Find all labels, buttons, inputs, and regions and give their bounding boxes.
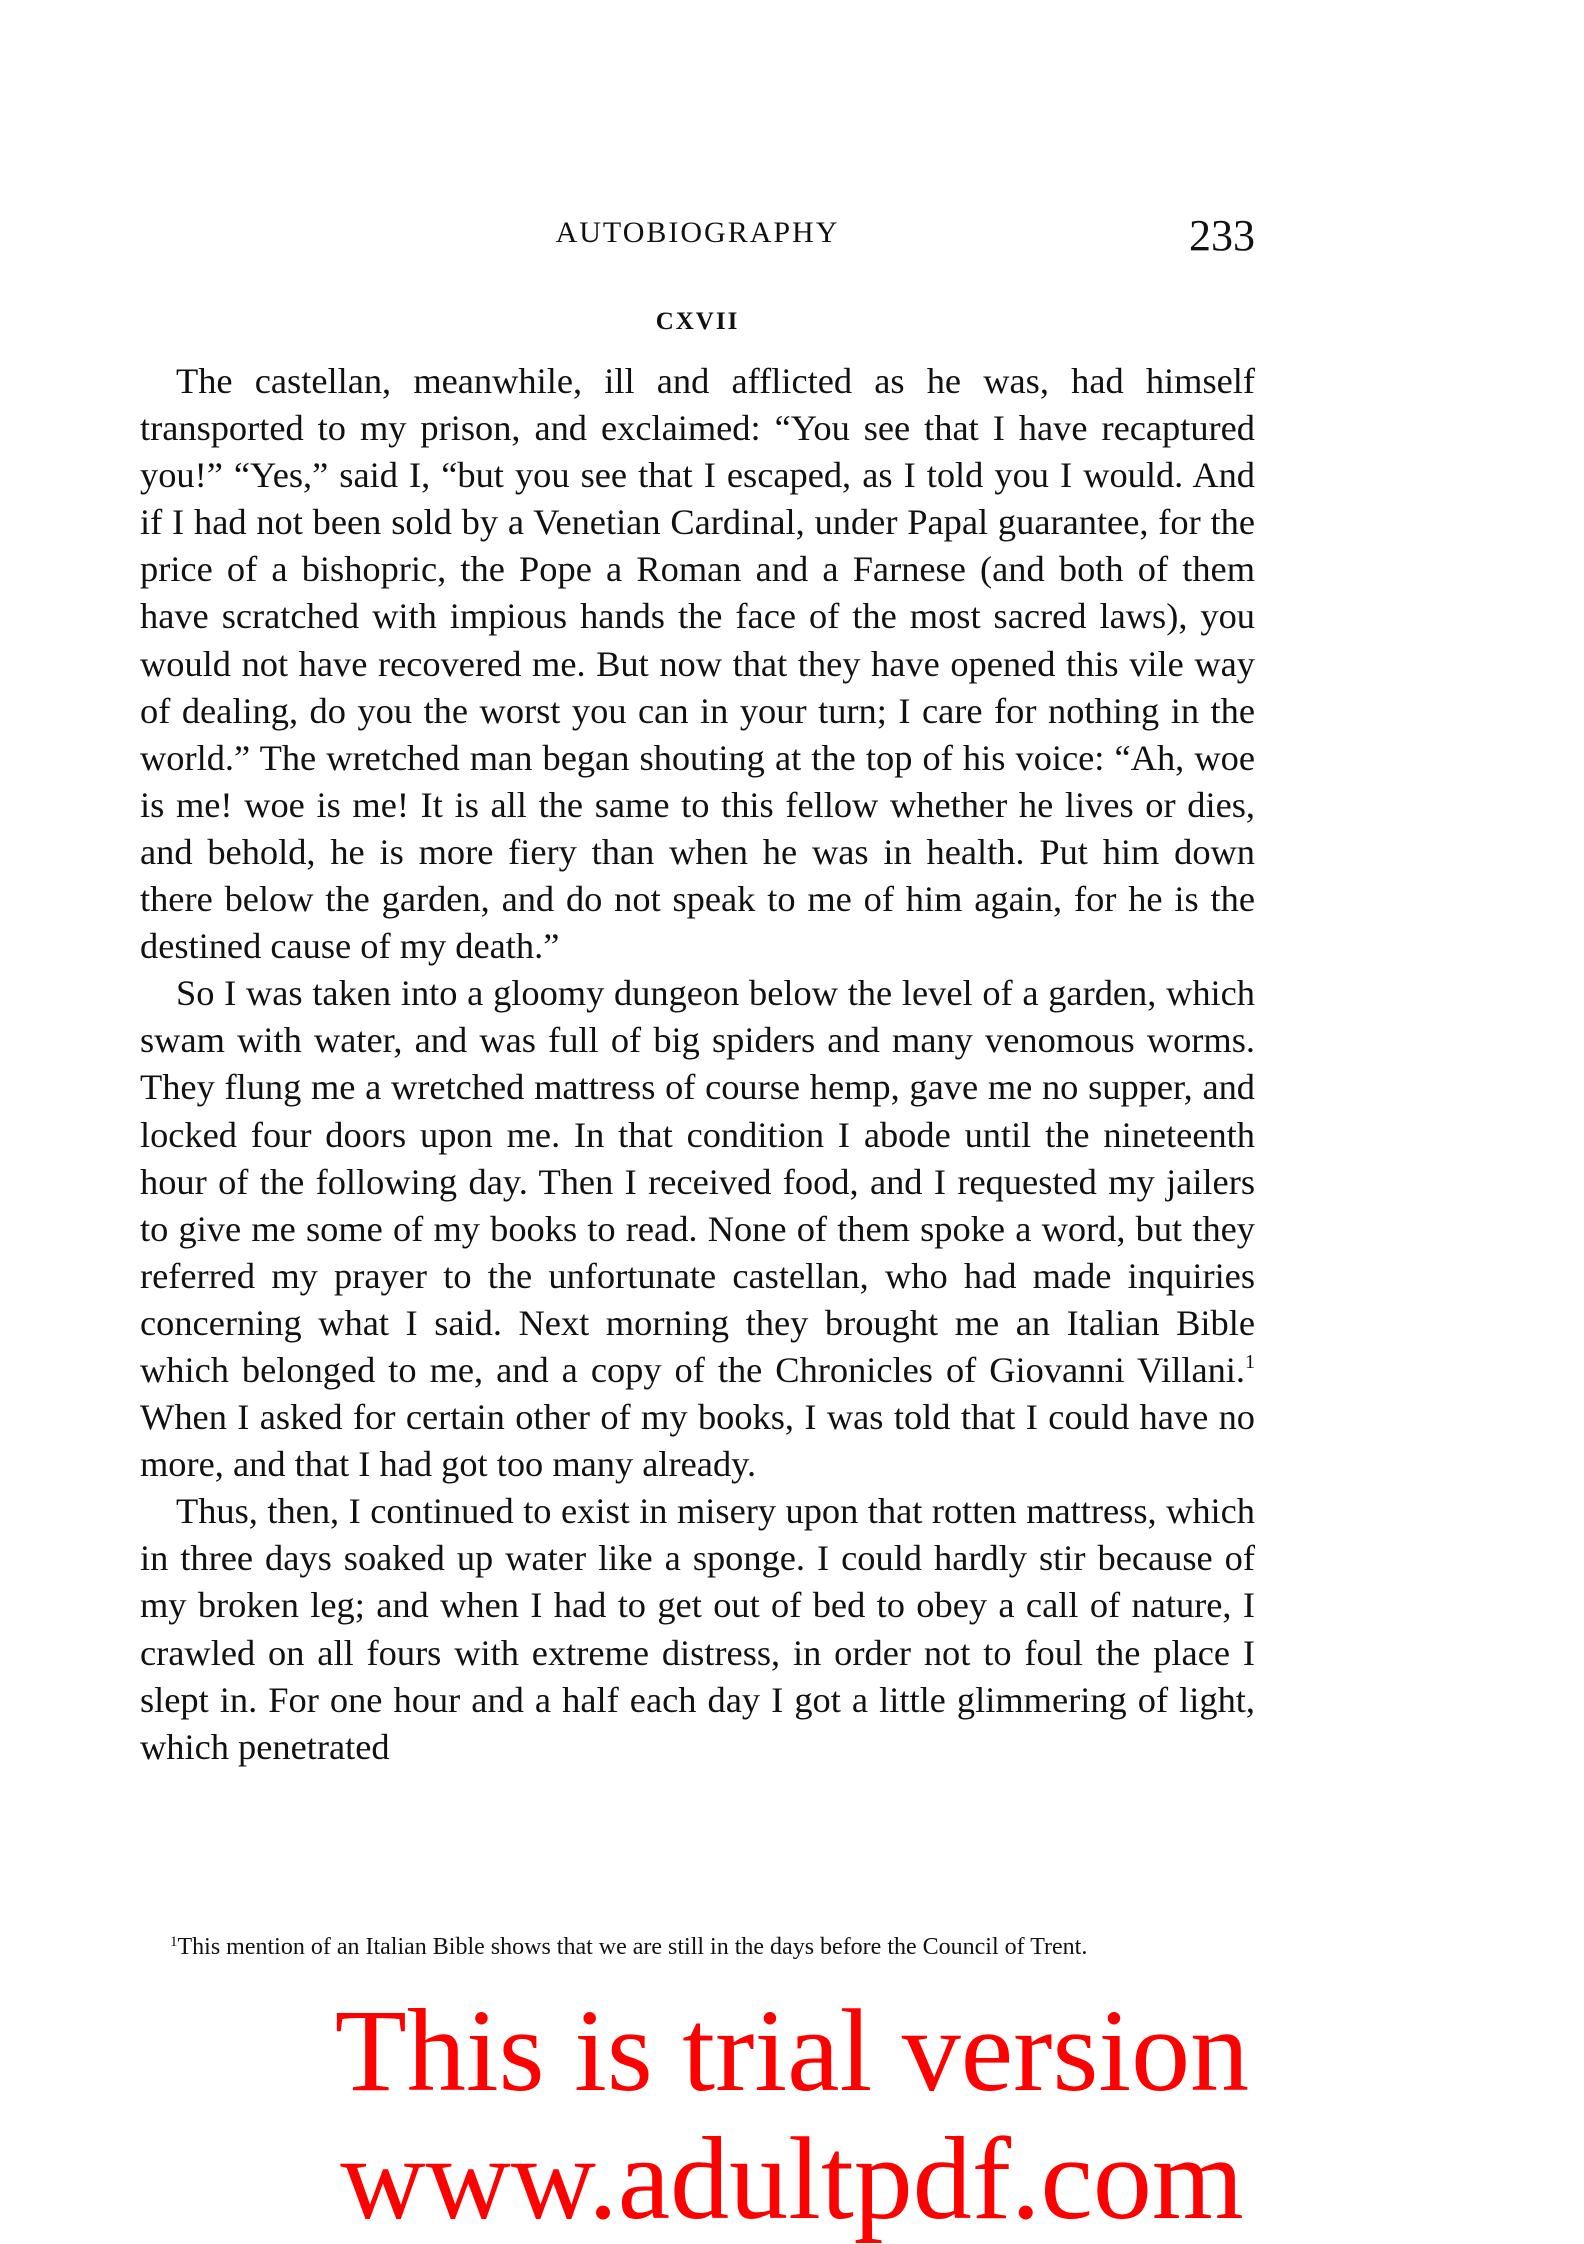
paragraph-2-text: So I was taken into a gloomy dungeon below the level of a garden, which swam with water, and was full of big spiders and many venomous worms. They flung me a wretched mattress of course hemp, gave me no supper, and locked four doors upon me. In that condition I abode until the nineteenth hour of the following day. Then I received food, and I requested my jailers to give me some of my books to read. None of them spoke a word, but they referred my prayer to the unfortunate castellan, who had made inquiries concerning what I said. Next morning they brought me an Italian Bible which belonged to me, and a copy of the Chronicles of Giovanni Villani. [140,973,1255,1390]
footnote [140,1932,1255,1963]
paragraph-1 [140,358,1255,970]
paragraph-1-text: The castellan, meanwhile, ill and afflicted as he was, had himself transported to my prison, and exclaimed: “You see that I have recaptured you!” “Yes,” said I, “but you see that I escaped, as I told you I would. And if I had not been sold by a Venetian Cardinal, under Papal guarantee, for the price of a bishopric, the Pope a Roman and a Farnese (and both of them have scratched with impious hands the face of the most sacred laws), you would not have recovered me. But now that they have opened this vile way of dealing, do you the worst you can in your turn; I care for nothing in the world.” The wretched man began shouting at the top of his voice: “Ah, woe is me! woe is me! It is all the same to this fellow whether he lives or dies, and behold, he is more fiery than when he was in health. Put him down there below the garden, and do not speak to me of him again, for he is the destined cause of my death.” [140,361,1255,967]
chapter-number: CXVII [655,308,740,335]
running-head [140,210,1255,270]
footnote-reference[interactable]: 1 [1245,1350,1255,1373]
running-title: AUTOBIOGRAPHY [555,216,840,249]
paragraph-2 [140,970,1255,1488]
body-text [140,358,1255,1771]
paragraph-3 [140,1488,1255,1771]
watermark-line-1: This is trial version [334,1985,1250,2116]
paragraph-2-text-continued: When I asked for certain other of my books, I was told that I could have no more, and that I had got too many already. [140,1397,1255,1485]
footnote-marker: 1 [170,1934,178,1950]
page-number: 233 [1189,211,1255,260]
watermark-line-2: www.adultpdf.com [340,2113,1244,2244]
paragraph-3-text: Thus, then, I continued to exist in misery upon that rotten mattress, which in three days soaked up water like a sponge. I could hardly stir because of my broken leg; and when I had to get out of bed to obey a call of nature, I crawled on all fours with extreme distress, in order not to foul the place I slept in. For one hour and a half each day I got a little glimmering of light, which penetrated [140,1491,1255,1767]
footnote-text: This mention of an Italian Bible shows that we are still in the days before the Council of Trent. [177,1934,1088,1960]
